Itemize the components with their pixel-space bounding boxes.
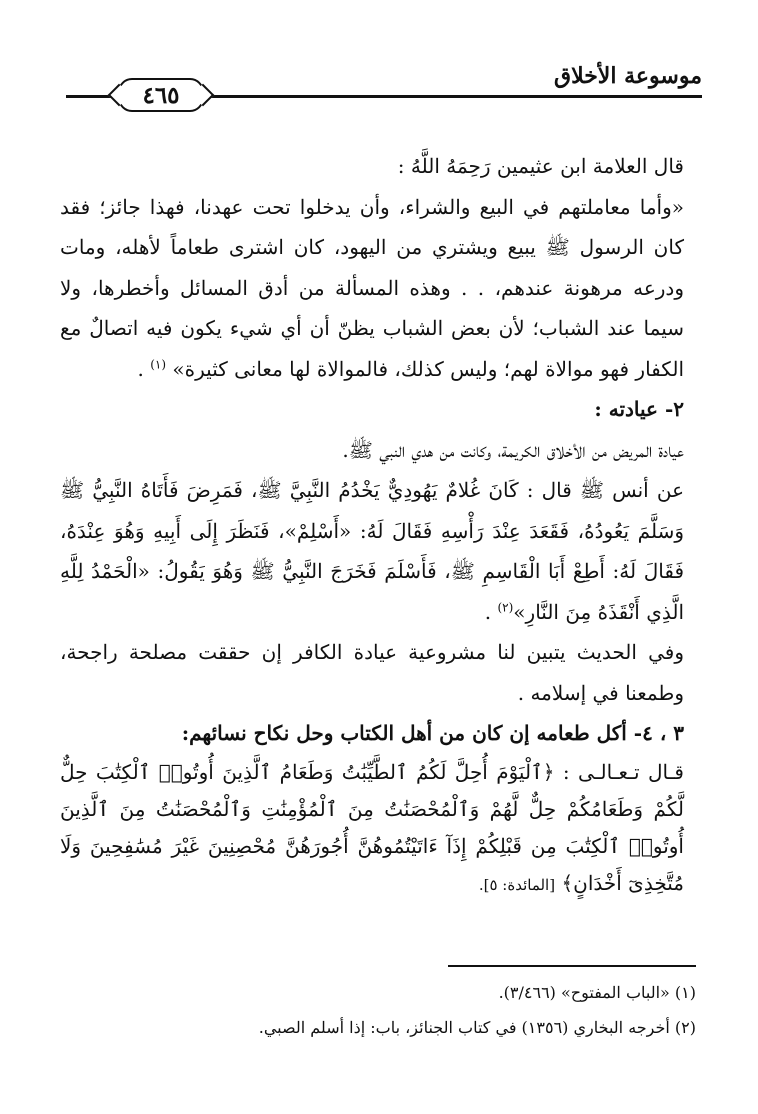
page-header — [66, 62, 702, 109]
page-number-badge — [118, 78, 204, 112]
footnote-2: (٢) أخرجه البخاري (١٣٥٦) في كتاب الجنائز، باب: إذا أسلم الصبي. — [258, 1018, 696, 1037]
footnote-1: (١) «الباب المفتوح» (٣/٤٦٦). — [498, 983, 696, 1002]
paragraph-quote — [60, 187, 696, 390]
hadith-end: . — [484, 599, 498, 624]
footnote-ref-1: (١) — [150, 356, 167, 371]
main-text — [60, 146, 696, 904]
hadith-text: عن أنس ﷺ قال : كَانَ غُلامٌ يَهُودِيٌّ يَخْدُمُ النَّبِيَّ ﷺ، فَمَرِضَ فَأَتَاهُ النَّبِيُّ ﷺ وَسَلَّمَ يَعُودُهُ، فَقَعَدَ عِنْدَ رَأْسِهِ فَقَالَ لَهُ: «أَسْلِمْ»، فَنَظَرَ إِلَى أَبِيهِ وَهُوَ عِنْدَهُ، فَقَالَ لَهُ: أَطِعْ أَبَا الْقَاسِمِ ﷺ، فَأَسْلَمَ فَخَرَجَ النَّبِيُّ ﷺ وَهُوَ يَقُولُ: «الْحَمْدُ لِلَّهِ الَّذِي أَنْقَذَهُ مِنَ النَّارِ» — [60, 478, 684, 624]
paragraph-hadith — [60, 470, 696, 632]
paragraph-commentary: وفي الحديث يتبين لنا مشروعية عيادة الكافر إن حققت مصلحة راجحة، وطمعنا في إسلامه . — [60, 640, 684, 705]
footnote-ref-2: (٢) — [497, 599, 514, 614]
quran-verse: قـال تـعـالـى : ﴿ٱلْيَوْمَ أُحِلَّ لَكُمُ ٱلطَّيِّبَٰتُ وَطَعَامُ ٱلَّذِينَ أُوتُوا۟ ٱلْكِتَٰبَ حِلٌّ لَّكُمْ وَطَعَامُكُمْ حِلٌّ لَّهُمْ وَٱلْمُحْصَنَٰتُ مِنَ ٱلْمُؤْمِنَٰتِ وَٱلْمُحْصَنَٰتُ مِنَ ٱلَّذِينَ أُوتُوا۟ ٱلْكِتَٰبَ مِن قَبْلِكُمْ إِذَآ ءَاتَيْتُمُوهُنَّ أُجُورَهُنَّ مُحْصِنِينَ غَيْرَ مُسَٰفِحِينَ وَلَا مُتَّخِذِىٓ أَخْدَانٍ﴾ — [60, 759, 684, 895]
footnote-divider — [448, 965, 696, 967]
paragraph-intro: قال العلامة ابن عثيمين رَحِمَهُ اللَّهُ : — [397, 154, 684, 178]
section-heading-2: ٢- عيادته : — [594, 397, 684, 421]
quote-text: «وأما معاملتهم في البيع والشراء، وأن يدخلوا تحت عهدنا، فهذا جائز؛ فقد كان الرسول ﷺ يبيع ويشتري من اليهود، كان اشترى طعاماً لأهله، ومات ودرعه مرهونة عندهم، . . وهذه المسألة من أدق المسائل وأخطرها، ولا سيما عند الشباب؛ لأن بعض الشباب يظنّ أن أي شيء يكون فيه اتصالٌ مع الكفار فهو موالاة لهم؛ وليس كذلك، فالموالاة لها معانى كثيرة» — [60, 194, 684, 381]
paragraph-quran — [60, 754, 696, 904]
quran-reference: [المائدة: ٥]. — [478, 875, 556, 894]
book-title: موسوعة الأخلاق — [554, 63, 702, 89]
quote-end: . — [137, 356, 151, 381]
paragraph-visiting: عيادة المريض من الأخلاق الكريمة، وكانت من هدي النبي ﷺ. — [342, 437, 684, 462]
footnotes — [60, 975, 696, 1045]
section-heading-3-4: ٣ ، ٤- أكل طعامه إن كان من أهل الكتاب وحل نكاح نسائهم: — [181, 721, 684, 745]
page-number: ٤٦٥ — [142, 81, 180, 109]
